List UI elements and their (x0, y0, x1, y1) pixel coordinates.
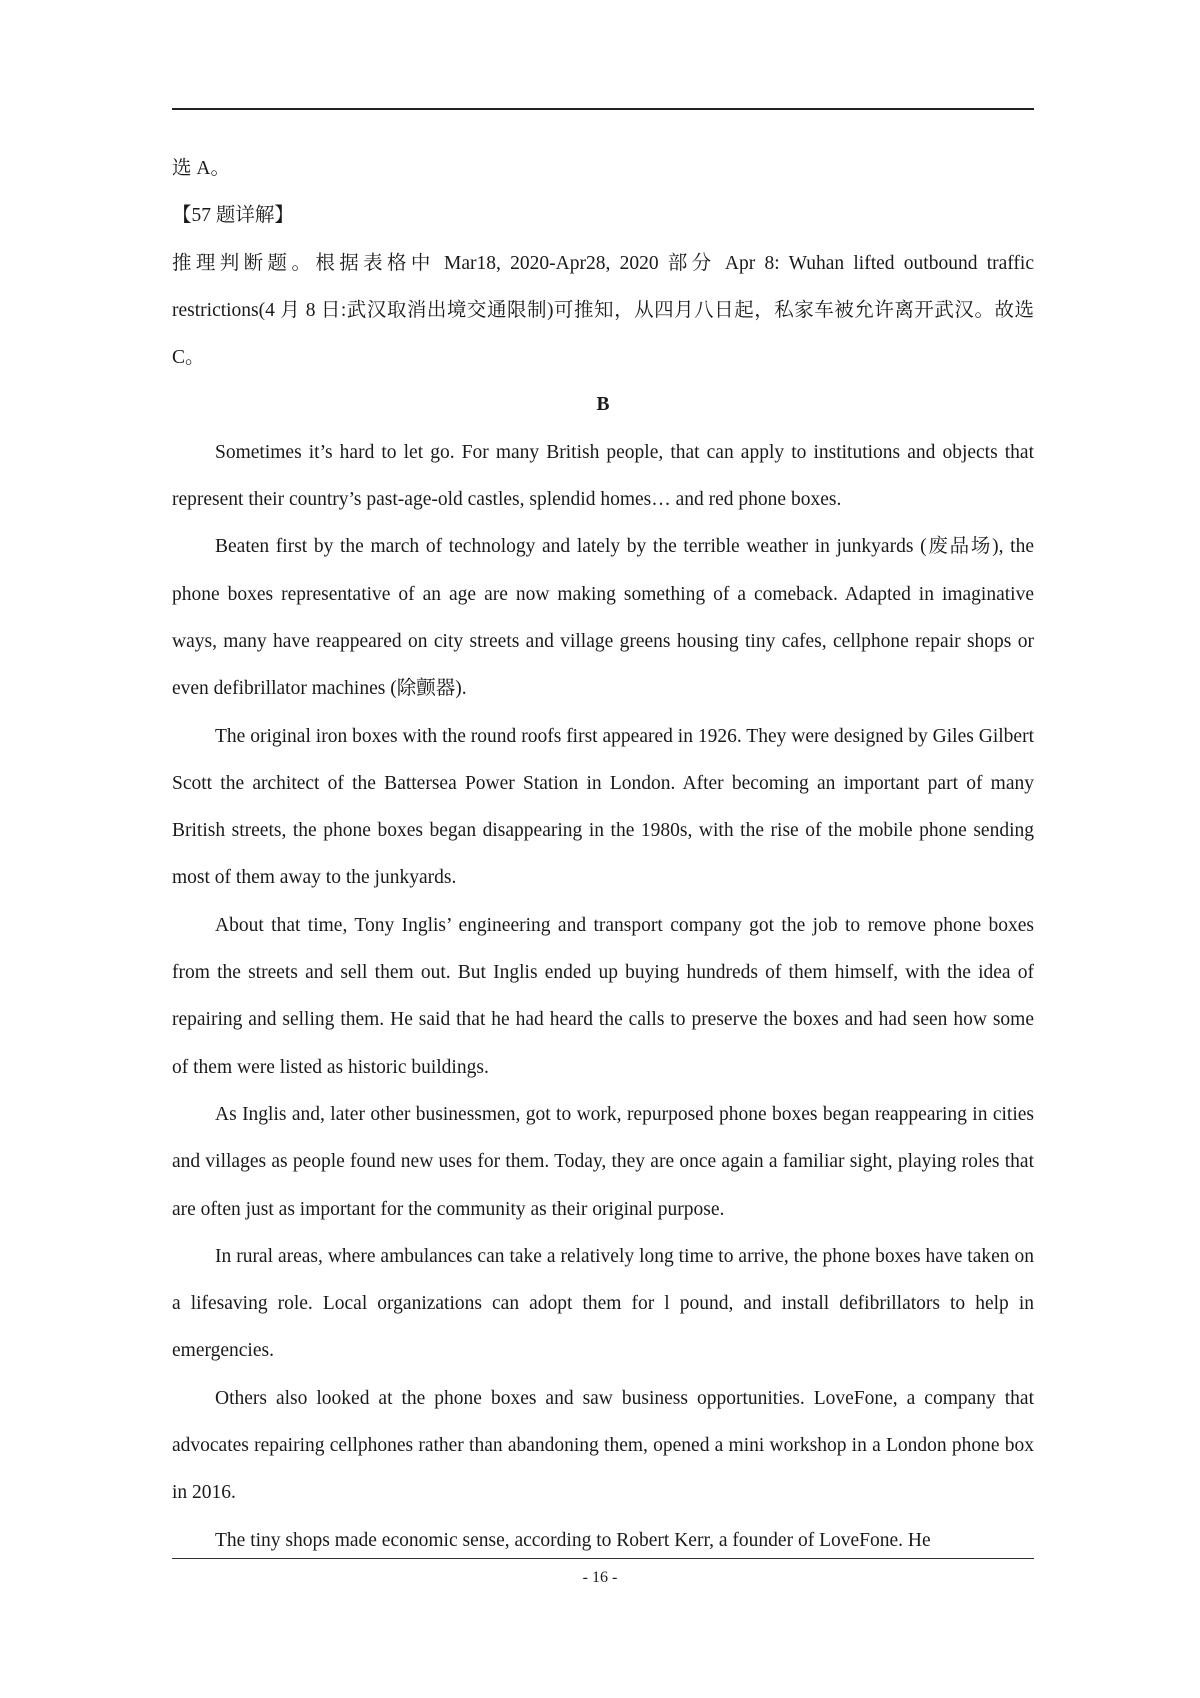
footer-rule (172, 1558, 1034, 1559)
q57-explanation: 推理判断题。根据表格中 Mar18, 2020-Apr28, 2020 部分 Apr 8: Wuhan lifted outbound traffic restrictions(4 月 8 日:武汉取消出境交通限制)可推知，从四月八日起，私家车被允许离开武汉。故选 C。 (172, 252, 1034, 369)
paragraph: As Inglis and, later other businessmen, got to work, repurposed phone boxes began reappearing in cities and villages as people found new uses for them. Today, they are once again a familiar sight, playing roles that are often just as important for the community as their original purpose. (172, 1103, 1034, 1220)
paragraph: In rural areas, where ambulances can take a relatively long time to arrive, the phone boxes have taken on a lifesaving role. Local organizations can adopt them for l pound, and install defibrillators to help in emergencies. (172, 1245, 1034, 1362)
paragraph: The tiny shops made economic sense, according to Robert Kerr, a founder of LoveFone. He (215, 1529, 931, 1551)
section-title: B (596, 394, 610, 416)
header-rule (172, 108, 1034, 110)
paragraph: Beaten first by the march of technology and lately by the terrible weather in junkyards (废品场), the phone boxes representative of an age are now making something of a comeback. Adapted in imaginative ways, many have reappeared on city streets and village greens housing tiny cafes, cellphone repair shops or even defibrillator machines (除颤器). (172, 536, 1034, 700)
paragraph: Others also looked at the phone boxes and saw business opportunities. LoveFone, a company that advocates repairing cellphones rather than abandoning them, opened a mini workshop in a London phone box in 2016. (172, 1387, 1034, 1504)
q57-heading: 【57 题详解】 (172, 205, 294, 227)
answer-tail: 选 A。 (172, 158, 230, 179)
document-body (172, 145, 1034, 1564)
paragraph: About that time, Tony Inglis’ engineering and transport company got the job to remove phone boxes from the streets and sell them out. But Inglis ended up buying hundreds of them himself, with the idea of repairing and selling them. He said that he had heard the calls to preserve the boxes and had seen how some of them were listed as historic buildings. (172, 914, 1034, 1078)
paragraph: Sometimes it’s hard to let go. For many British people, that can apply to institutions and objects that represent their country’s past-age-old castles, splendid homes… and red phone boxes. (172, 441, 1034, 511)
paragraph: The original iron boxes with the round roofs first appeared in 1926. They were designed by Giles Gilbert Scott the architect of the Battersea Power Station in London. After becoming an important part of many British streets, the phone boxes began disappearing in the 1980s, with the rise of the mobile phone sending most of them away to the junkyards. (172, 725, 1034, 889)
page-number: - 16 - (582, 1569, 618, 1586)
